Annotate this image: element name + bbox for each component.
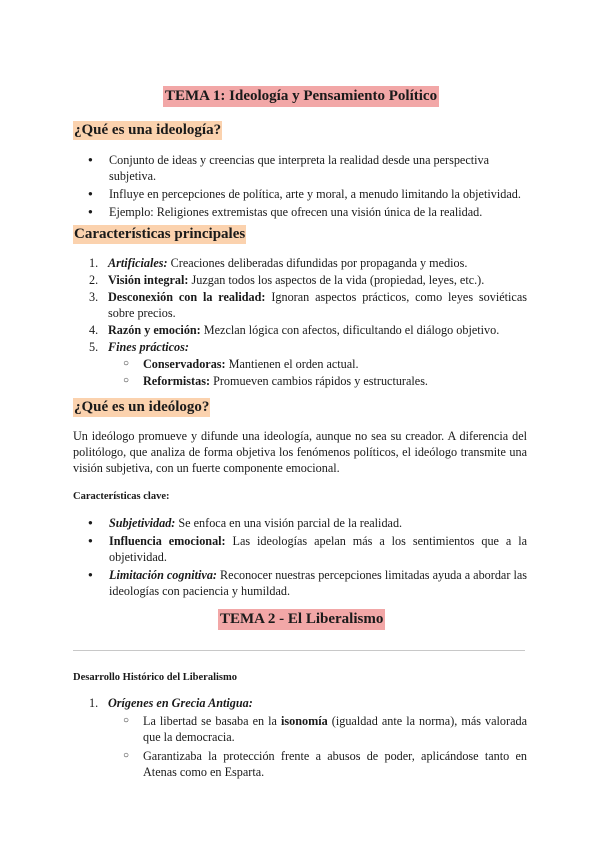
ideologo-paragraph: Un ideólogo promueve y difunde una ideología, aunque no sea su creador. A diferencia del politólogo, que analiza de forma objetiva los fenómenos políticos, el ideólogo transmite una visión subjetiva, con un fuerte componente emocional.: [73, 429, 527, 475]
desarrollo-historico-heading: Desarrollo Histórico del Liberalismo: [73, 672, 237, 683]
sub-list-item: ○ La libertad se basaba en la isonomía (igualdad ante la norma), más valorada que la democracia.: [108, 713, 527, 745]
list-item: ● Subjetividad: Se enfoca en una visión parcial de la realidad.: [73, 515, 527, 531]
tema1-title: TEMA 1: Ideología y Pensamiento Político: [163, 86, 439, 107]
ideologia-list: [73, 152, 527, 222]
tema2-title: TEMA 2 - El Liberalismo: [218, 609, 385, 630]
sub-list-item: ○ Garantizaba la protección frente a abusos de poder, aplicándose tanto en Atenas como en Esparta.: [108, 748, 527, 780]
list-item: 1. Orígenes en Grecia Antigua: ○ La libertad se basaba en la isonomía (igualdad ante la norma), más valorada que la democracia. ○ Garantizaba la protección frente a abusos de poder, aplicándose tanto en Atenas como en Esparta.: [73, 695, 527, 780]
sub-list-item: ○ Reformistas: Promueven cambios rápidos y estructurales.: [108, 373, 527, 389]
heading-que-es-ideologo: ¿Qué es un ideólogo?: [74, 399, 210, 415]
divider: [73, 650, 525, 651]
list-item: ● Influencia emocional: Las ideologías apelan más a los sentimientos que a la objetividad.: [73, 533, 527, 565]
caracteristicas-list: [73, 255, 527, 390]
heading-que-es-ideologia: ¿Qué es una ideología?: [74, 122, 222, 138]
heading-caracteristicas: Características principales: [74, 226, 246, 242]
list-item: 4. Razón y emoción: Mezclan lógica con afectos, dificultando el diálogo objetivo.: [89, 323, 500, 337]
list-item: 5. Fines prácticos: ○ Conservadoras: Mantienen el orden actual. ○ Reformistas: Promueven cambios rápidos y estructurales.: [73, 339, 527, 389]
list-item: 3. Desconexión con la realidad: Ignoran aspectos prácticos, como leyes soviéticas sobre precios.: [89, 290, 527, 320]
list-item: ● Limitación cognitiva: Reconocer nuestras percepciones limitadas ayuda a abordar las ideologías con paciencia y humildad.: [73, 567, 527, 599]
list-item: 1. Artificiales: Creaciones deliberadas difundidas por propaganda y medios.: [89, 256, 468, 270]
caracteristicas-clave-list: [73, 515, 527, 601]
list-item: 2. Visión integral: Juzgan todos los aspectos de la vida (propiedad, leyes, etc.).: [89, 273, 485, 287]
sub-list-item: ○ Conservadoras: Mantienen el orden actual.: [108, 356, 527, 372]
list-item: ● Ejemplo: Religiones extremistas que ofrecen una visión única de la realidad.: [73, 204, 527, 220]
list-item: ● Influye en percepciones de política, arte y moral, a menudo limitando la objetividad.: [73, 186, 527, 202]
caracteristicas-clave-heading: Características clave:: [73, 491, 170, 502]
list-item: ● Conjunto de ideas y creencias que interpreta la realidad desde una perspectiva subjetiva.: [73, 152, 527, 184]
historia-list: [73, 695, 527, 781]
